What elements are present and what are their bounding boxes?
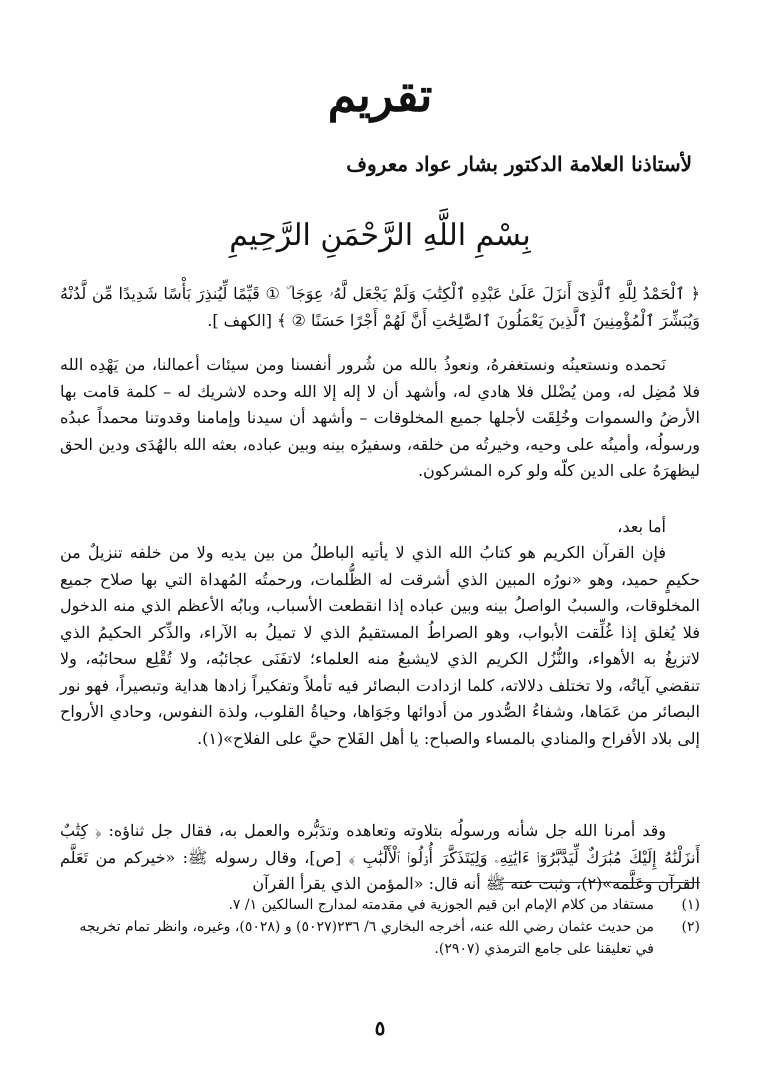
footnote-1 xyxy=(60,894,700,916)
page-title: تقريم xyxy=(327,68,433,122)
footnotes xyxy=(60,894,700,960)
footnote-number: (٢) xyxy=(681,919,700,935)
page-number: ٥ xyxy=(374,1016,386,1040)
paragraph-1 xyxy=(60,352,700,485)
footnote-text: من حديث عثمان رضي الله عنه، أخرجه البخاري ٦/ ٢٣٦(٥٠٢٧) و (٥٠٢٨)، وغيره، وانظر تمام تخريجه في تعليقنا على جامع الترمذي (٢٩٠٧). xyxy=(79,919,654,957)
footnote-divider xyxy=(500,882,700,883)
paragraph-4 xyxy=(60,818,700,898)
paragraph-text: نَحمده ونستعينُه ونستغفرهُ، ونعوذُ بالله من شُرور أنفسنا ومن سيئات أعمالنا، من يَهْدِه الله فلا مُضِل له، ومن يُضْلل فلا هادي له، وأشهد أن لا إله إلا الله وحده لاشريك له – كلمة قامت بها الأرضُ والسموات وخُلِقَت لأجلها جميع المخلوقات – وأشهد أن سيدنا وإمامنا وقدوتنا محمداً عبدُه ورسولُه، وأمينُه على وحيه، وخيرتُه من خلقه، وسفيرُه بينه وبين عباده، بعثه الله بالهُدَى ودين الحق ليظهرَهُ على الدين كلّه ولو كره المشركون. xyxy=(60,355,701,480)
footnote-number: (١) xyxy=(681,897,700,913)
paragraph-text: أما بعد، xyxy=(617,517,666,536)
paragraph-text: وقد أمرنا الله جل شأنه ورسولُه بتلاوته وتعاهده وتدَبُّره والعمل به، فقال جل ثناؤه: ﴿ كِتَٰبٌ أَنزَلْنَٰهُ إِلَيْكَ مُبَٰرَكٌ لِّيَدَّبَّرُوٓا۟ ءَايَٰتِهِۦ وَلِيَتَذَكَّرَ أُو۟لُوا۟ ٱلْأَلْبَٰبِ ﴾ [ص]، وقال رسوله ﷺ: «خيركم من تَعَلَّم القرآن وعَلَّمه»(٢)، وثبت عنه ﷺ أنه قال: «المؤمن الذي يقرأ القرآن xyxy=(60,821,700,893)
paragraph-text: فإن القرآن الكريم هو كتابُ الله الذي لا يأتيه الباطلُ من بين يديه ولا من خلفه تنزيلٌ من حكيمٍ حميد، وهو «نورُه المبين الذي أشرقت له الظُّلمات، ورحمتُه المُهداة التي بها صلاح جميع المخلوقات، والسببُ الواصلُ بينه وبين عباده إذا انقطعت الأسباب، وبابُه الأعظم الذي منه الدخول فلا يُغلق إذا غُلِّقت الأبواب، وهو الصراطُ المستقيمُ الذي لا تميلُ به الآراء، والذِّكر الحكيمُ الذي لاتزيغُ به الأهواء، والنُّزُل الكريم الذي لايشبعُ منه العلماء؛ لاتفَنَى عجائبُه، ولا تُقْلِع سحائبُه، ولا تنقضي آياتُه، ولا تختلف دلالاته، كلما ازدادت البصائر فيه تأملاً وتفكيراً زادها هداية وتبصيراً، فهو نور البصائر من عَمَاها، وشفاءُ الصُّدور من أدوائها وجَوَاها، وحياةُ القلوب، ولذة النفوس، وحادي الأرواح إلى بلاد الأفراح والمنادي بالمساء والصباح: يا أهل الفَلاح حيَّ على الفلاح»(١). xyxy=(60,543,701,748)
footnote-text: مستفاد من كلام الإمام ابن قيم الجوزية في مقدمته لمدارج السالكين ١/ ٧. xyxy=(228,897,654,913)
quran-verse-block: ﴿ ٱلْحَمْدُ لِلَّهِ ٱلَّذِىٓ أَنزَلَ عَلَىٰ عَبْدِهِ ٱلْكِتَٰبَ وَلَمْ يَجْعَل لَّهُۥ عِوَجَا ۜ ① قَيِّمًا لِّيُنذِرَ بَأْسًا شَدِيدًا مِّن لَّدُنْهُ وَيُبَشِّرَ ٱلْمُؤْمِنِينَ ٱلَّذِينَ يَعْمَلُونَ ٱلصَّٰلِحَٰتِ أَنَّ لَهُمْ أَجْرًا حَسَنًا ② ﴾ [الكهف ]. xyxy=(60,284,700,330)
basmala-calligraphy: بِسْمِ اللَّهِ الرَّحْمَنِ الرَّحِيمِ xyxy=(229,218,531,253)
footnote-2 xyxy=(60,916,700,960)
paragraph-3 xyxy=(60,540,700,752)
paragraph-2 xyxy=(60,514,700,541)
author-line: لأستاذنا العلامة الدكتور بشار عواد معروف xyxy=(346,152,692,176)
